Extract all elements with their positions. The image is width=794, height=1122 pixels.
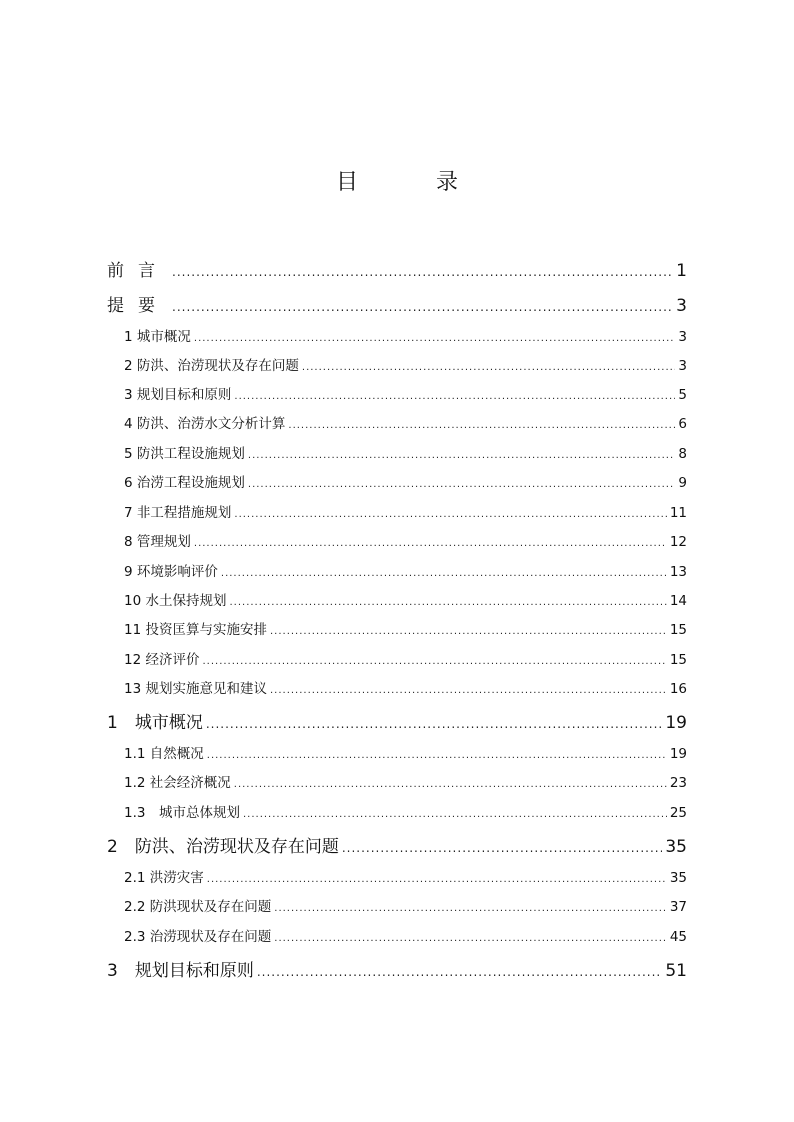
dot-leader	[288, 416, 675, 436]
toc-title: 目 录	[335, 170, 486, 195]
toc-page-number: 12	[669, 534, 687, 550]
dot-leader	[207, 870, 667, 890]
toc-page-number: 11	[669, 505, 687, 521]
dot-leader	[234, 505, 666, 525]
toc-entry-summary[interactable]	[107, 293, 687, 319]
toc-page-number: 15	[669, 622, 687, 638]
toc-entry[interactable]	[124, 444, 687, 464]
dot-leader	[248, 475, 676, 495]
toc-page-number: 16	[669, 681, 687, 697]
toc-entry-label: 2.2 防洪现状及存在问题	[124, 899, 272, 915]
dot-leader	[172, 259, 673, 285]
dot-leader	[194, 534, 667, 554]
toc-entry[interactable]	[124, 679, 687, 699]
toc-entry-label: 1 城市概况	[107, 713, 203, 733]
toc-entry-label: 2.3 治涝现状及存在问题	[124, 929, 272, 945]
dot-leader	[229, 593, 666, 613]
toc-entry-label: 前言	[107, 261, 169, 281]
dot-leader	[302, 358, 676, 378]
toc-entry[interactable]	[124, 414, 687, 434]
toc-entry-chapter-2[interactable]	[107, 834, 687, 860]
toc-entry[interactable]	[124, 897, 687, 917]
toc-entry[interactable]	[124, 503, 687, 523]
toc-entry-label: 1.1 自然概况	[124, 746, 204, 762]
toc-entry-label: 4 防洪、治涝水文分析计算	[124, 416, 286, 432]
toc-entry[interactable]	[124, 385, 687, 405]
toc-entry-label: 7 非工程措施规划	[124, 505, 232, 521]
toc-page-number: 51	[665, 961, 687, 981]
dot-leader	[202, 652, 666, 672]
toc-entry-label: 提要	[107, 296, 169, 316]
toc-entry-label: 3 规划目标和原则	[107, 961, 254, 981]
toc-page-number: 35	[669, 870, 687, 886]
toc-entry-label: 5 防洪工程设施规划	[124, 446, 245, 462]
toc-entry[interactable]	[124, 327, 687, 347]
toc-entry-label: 2.1 洪涝灾害	[124, 870, 204, 886]
toc-entry-foreword[interactable]	[107, 258, 687, 284]
dot-leader	[342, 835, 663, 861]
toc-entry-label: 6 治涝工程设施规划	[124, 475, 245, 491]
toc-page-number: 3	[676, 296, 687, 316]
dot-leader	[274, 899, 667, 919]
toc-page-number: 3	[678, 358, 687, 374]
toc-page-number: 19	[669, 746, 687, 762]
toc-entry-label: 12 经济评价	[124, 652, 200, 668]
toc-entry-label: 11 投资匡算与实施安排	[124, 622, 267, 638]
dot-leader	[206, 711, 663, 737]
dot-leader	[234, 387, 675, 407]
toc-page-number: 19	[665, 713, 687, 733]
dot-leader	[207, 746, 667, 766]
toc-page-number: 3	[678, 329, 687, 345]
dot-leader	[194, 329, 676, 349]
toc-entry-label: 3 规划目标和原则	[124, 387, 232, 403]
toc-page-number: 15	[669, 652, 687, 668]
dot-leader	[270, 622, 667, 642]
toc-page-number: 35	[665, 837, 687, 857]
dot-leader	[257, 959, 663, 985]
toc-page-number: 6	[678, 416, 687, 432]
toc-entry[interactable]	[124, 620, 687, 640]
dot-leader	[243, 805, 667, 825]
toc-entry[interactable]	[124, 532, 687, 552]
dot-leader	[234, 775, 667, 795]
toc-page-number: 13	[669, 564, 687, 580]
toc-page-number: 45	[669, 929, 687, 945]
toc-entry[interactable]	[124, 927, 687, 947]
toc-entry-label: 1.2 社会经济概况	[124, 775, 231, 791]
toc-entry[interactable]	[124, 803, 687, 823]
toc-entry-label: 1 城市概况	[124, 329, 191, 345]
dot-leader	[221, 564, 667, 584]
dot-leader	[270, 681, 667, 701]
toc-page-number: 23	[669, 775, 687, 791]
toc-entry[interactable]	[124, 650, 687, 670]
toc-page-number: 14	[669, 593, 687, 609]
toc-page-number: 9	[678, 475, 687, 491]
toc-entry-label: 1.3 城市总体规划	[124, 805, 240, 821]
toc-page-number: 8	[678, 446, 687, 462]
toc-page-number: 37	[669, 899, 687, 915]
toc-entry-label: 8 管理规划	[124, 534, 191, 550]
toc-entry-chapter-1[interactable]	[107, 710, 687, 736]
toc-page-number: 25	[669, 805, 687, 821]
toc-entry-label: 10 水土保持规划	[124, 593, 227, 609]
dot-leader	[248, 446, 676, 466]
toc-entry[interactable]	[124, 591, 687, 611]
toc-entry[interactable]	[124, 744, 687, 764]
toc-entry[interactable]	[124, 773, 687, 793]
toc-entry[interactable]	[124, 562, 687, 582]
toc-entry-label: 13 规划实施意见和建议	[124, 681, 267, 697]
toc-entry[interactable]	[124, 356, 687, 376]
dot-leader	[172, 294, 673, 320]
dot-leader	[274, 929, 667, 949]
toc-entry-label: 2 防洪、治涝现状及存在问题	[124, 358, 299, 374]
toc-entry[interactable]	[124, 473, 687, 493]
toc-page-number: 5	[678, 387, 687, 403]
toc-page-number: 1	[676, 261, 687, 281]
toc-entry-label: 9 环境影响评价	[124, 564, 218, 580]
toc-entry-chapter-3[interactable]	[107, 958, 687, 984]
toc-entry[interactable]	[124, 868, 687, 888]
toc-entry-label: 2 防洪、治涝现状及存在问题	[107, 837, 339, 857]
